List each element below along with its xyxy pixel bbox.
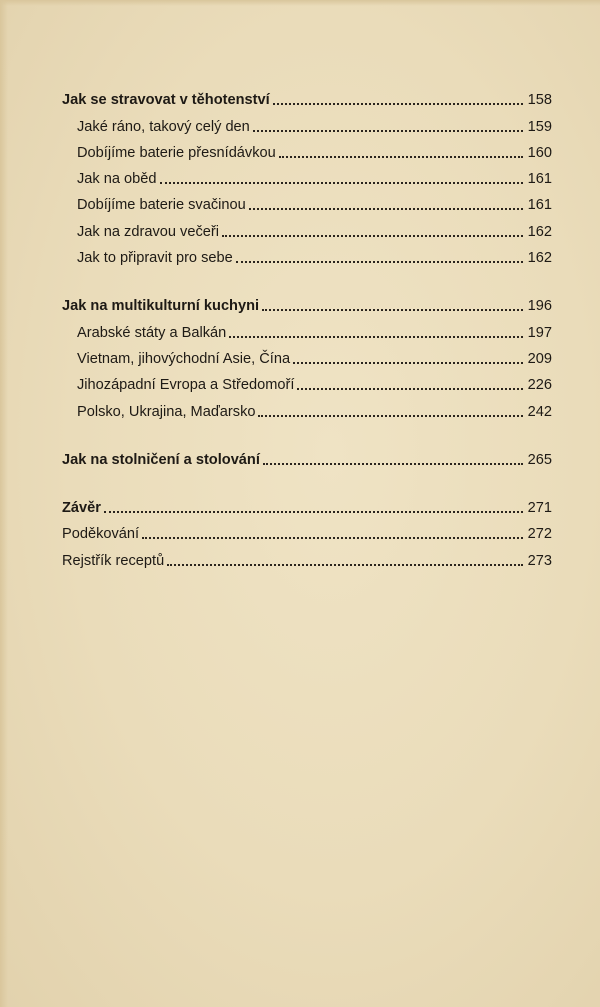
toc-entry-title: Dobíjíme baterie přesnídávkou	[77, 144, 276, 161]
toc-page-number: 273	[527, 552, 552, 569]
toc-entry-title: Jaké ráno, takový celý den	[77, 118, 250, 135]
dot-leader	[293, 362, 523, 364]
dot-leader	[222, 235, 523, 237]
toc-heading[interactable]	[62, 443, 552, 469]
dot-leader	[262, 309, 523, 311]
toc-entry-title: Jak to připravit pro sebe	[77, 250, 233, 267]
toc-entry[interactable]	[62, 517, 552, 543]
toc-heading-title: Jak na stolničení a stolování	[62, 451, 260, 468]
toc-entry[interactable]	[62, 543, 552, 569]
toc-entry[interactable]	[62, 162, 552, 188]
toc-section-pregnancy	[62, 83, 552, 267]
toc-heading-title: Závěr	[62, 500, 101, 517]
dot-leader	[236, 261, 523, 263]
toc-entry[interactable]	[62, 241, 552, 267]
toc-entry[interactable]	[62, 214, 552, 240]
toc-entry-title: Poděkování	[62, 526, 140, 543]
toc-entry[interactable]	[62, 109, 552, 135]
toc-entry[interactable]	[62, 136, 552, 162]
toc-page-number: 271	[527, 500, 552, 517]
dot-leader	[104, 511, 523, 513]
toc-entry-title: Jak na oběd	[77, 171, 157, 188]
dot-leader	[279, 156, 523, 158]
toc-page-number: 160	[527, 144, 552, 161]
dot-leader	[229, 336, 523, 338]
toc-entry[interactable]	[62, 188, 552, 214]
dot-leader	[142, 537, 523, 539]
toc-page-number: 161	[527, 197, 552, 214]
table-of-contents	[62, 83, 552, 570]
dot-leader	[253, 130, 523, 132]
dot-leader	[273, 103, 523, 105]
toc-page-number: 162	[527, 223, 552, 240]
toc-page-number: 158	[527, 92, 552, 109]
dot-leader	[160, 182, 523, 184]
toc-page-number: 242	[527, 403, 552, 420]
toc-entry[interactable]	[62, 315, 552, 341]
toc-entry-title: Arabské státy a Balkán	[77, 324, 227, 341]
page-top-shadow	[0, 0, 600, 6]
dot-leader	[297, 388, 523, 390]
toc-entry-title: Jihozápadní Evropa a Středomoří	[77, 377, 295, 394]
toc-page-number: 159	[527, 118, 552, 135]
toc-heading[interactable]	[62, 491, 552, 517]
toc-page-number: 226	[527, 377, 552, 394]
toc-entry-title: Jak na zdravou večeři	[77, 223, 219, 240]
toc-page-number: 272	[527, 526, 552, 543]
toc-entry[interactable]	[62, 394, 552, 420]
toc-page-number: 161	[527, 171, 552, 188]
toc-heading-title: Jak na multikulturní kuchyni	[62, 298, 260, 315]
dot-leader	[263, 463, 523, 465]
toc-entry-title: Rejstřík receptů	[62, 552, 165, 569]
toc-entry[interactable]	[62, 368, 552, 394]
toc-section-table-setting	[62, 443, 552, 469]
toc-heading-title: Jak se stravovat v těhotenství	[62, 92, 270, 109]
toc-entry[interactable]	[62, 342, 552, 368]
toc-entry-title: Vietnam, jihovýchodní Asie, Čína	[77, 350, 291, 367]
dot-leader	[258, 415, 523, 417]
toc-heading[interactable]	[62, 289, 552, 315]
toc-page-number: 197	[527, 324, 552, 341]
toc-page-number: 162	[527, 250, 552, 267]
toc-section-multicultural	[62, 289, 552, 420]
toc-entry-title: Polsko, Ukrajina, Maďarsko	[77, 403, 256, 420]
toc-page-number: 209	[527, 350, 552, 367]
toc-page-number: 196	[527, 298, 552, 315]
dot-leader	[167, 564, 523, 566]
toc-page-number: 265	[527, 451, 552, 468]
toc-heading[interactable]	[62, 83, 552, 109]
dot-leader	[249, 208, 523, 210]
toc-section-closing	[62, 491, 552, 570]
page-edge-shadow	[0, 0, 8, 1007]
toc-entry-title: Dobíjíme baterie svačinou	[77, 197, 246, 214]
